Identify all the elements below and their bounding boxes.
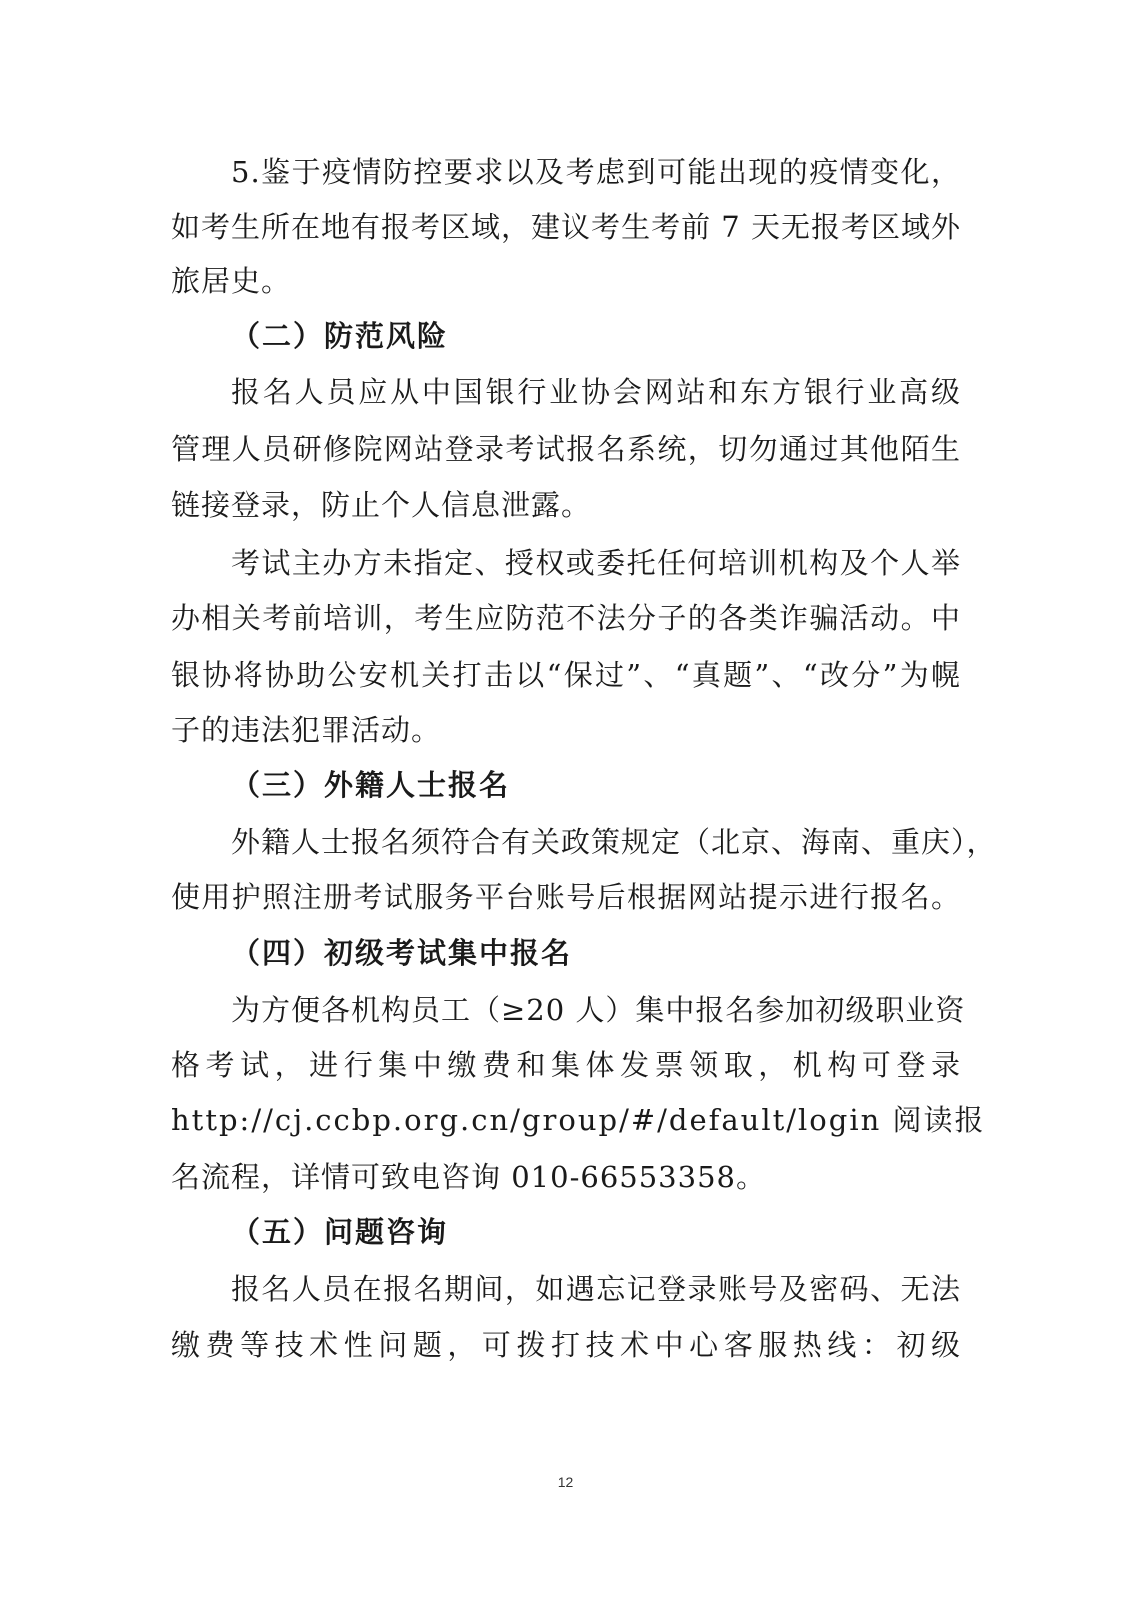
paragraph-line: 办相关考前培训，考生应防范不法分子的各类诈骗活动。中 bbox=[171, 601, 961, 635]
paragraph-line: 名流程，详情可致电咨询 010-66553358。 bbox=[171, 1160, 766, 1194]
paragraph-line: 5.鉴于疫情防控要求以及考虑到可能出现的疫情变化， bbox=[231, 155, 961, 189]
paragraph-line: 子的违法犯罪活动。 bbox=[171, 713, 442, 747]
paragraph-line: 银协将协助公安机关打击以“保过”、“真题”、“改分”为幌 bbox=[171, 658, 961, 692]
paragraph-line: 外籍人士报名须符合有关政策规定（北京、海南、重庆）， bbox=[231, 825, 997, 859]
paragraph-line: 格考试，进行集中缴费和集体发票领取，机构可登录 bbox=[171, 1048, 961, 1082]
paragraph-line: 旅居史。 bbox=[171, 264, 292, 298]
paragraph-line: 报名人员应从中国银行业协会网站和东方银行业高级 bbox=[231, 375, 961, 409]
paragraph-line: 考试主办方未指定、授权或委托任何培训机构及个人举 bbox=[231, 546, 961, 580]
paragraph-line: 为方便各机构员工（≥20 人）集中报名参加初级职业资 bbox=[231, 993, 966, 1027]
page-number: 12 bbox=[557, 1474, 574, 1490]
section-heading: （四）初级考试集中报名 bbox=[231, 936, 573, 970]
section-heading: （三）外籍人士报名 bbox=[231, 768, 511, 802]
section-heading: （二）防范风险 bbox=[231, 319, 449, 353]
paragraph-line: 管理人员研修院网站登录考试报名系统，切勿通过其他陌生 bbox=[171, 432, 961, 466]
paragraph-line: 如考生所在地有报考区域，建议考生考前 7 天无报考区域外 bbox=[171, 210, 961, 244]
paragraph-line: 报名人员在报名期间，如遇忘记登录账号及密码、无法 bbox=[231, 1272, 961, 1306]
paragraph-line: 使用护照注册考试服务平台账号后根据网站提示进行报名。 bbox=[171, 880, 961, 914]
section-heading: （五）问题咨询 bbox=[231, 1215, 449, 1249]
url-line: http://cj.ccbp.org.cn/group/#/default/login 阅读报 bbox=[171, 1103, 986, 1137]
paragraph-line: 缴费等技术性问题，可拨打技术中心客服热线：初级 bbox=[171, 1328, 961, 1362]
paragraph-line: 链接登录，防止个人信息泄露。 bbox=[171, 488, 592, 522]
